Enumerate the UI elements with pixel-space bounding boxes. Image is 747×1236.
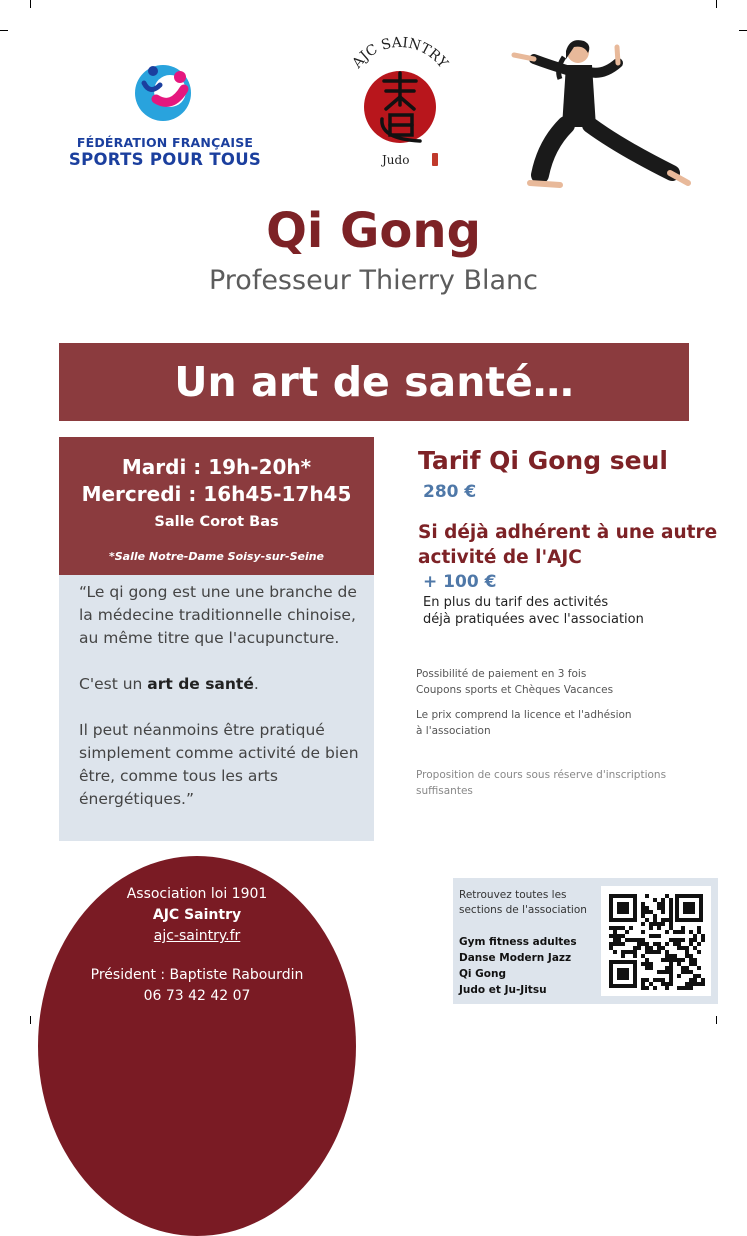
crop-mark-top-right [716,0,717,8]
quote-p2-prefix: C'est un [79,675,148,693]
ffspt-logo-line1: FÉDÉRATION FRANÇAISE [76,135,254,150]
payment-note [416,666,716,698]
sections-box [453,878,718,1004]
reserve-note-line1: Proposition de cours sous réserve d'inscriptions [416,769,667,781]
ajc-logo-arc-text: AJC SAINTRY [349,35,451,72]
reserve-note-line2: suffisantes [416,785,473,797]
payment-note-line1: Possibilité de paiement en 3 fois [416,668,587,680]
sections-intro-line1: Retrouvez toutes les [459,889,567,901]
member-note-line1: En plus du tarif des activités [423,595,609,610]
ajc-logo-seal [432,153,438,166]
association-info [38,884,356,1007]
sections-list [459,934,577,998]
tarif-price: 280 € [423,482,477,502]
quote-box [59,575,374,841]
member-tarif-note [423,594,713,628]
licence-note-line2: à l'association [416,725,491,737]
quote-p2-bold: art de santé [147,675,254,693]
reserve-note [416,767,716,799]
qr-code-icon [601,886,711,996]
quote-paragraph-1: “Le qi gong est une une branche de la médecine traditionnelle chinoise, au même titre que l'acupuncture. [79,583,357,647]
association-phone: 06 73 42 42 07 [143,988,251,1004]
ajc-saintry-logo [340,35,460,170]
schedule-venue: Salle Corot Bas [154,514,279,530]
ffspt-logo-line2: SPORTS POUR TOUS [68,150,262,169]
svg-text:AJC SAINTRY [349,35,452,72]
slogan-banner: Un art de santé… [59,343,689,421]
section-item: Danse Modern Jazz [459,952,572,964]
section-item: Gym fitness adultes [459,936,577,948]
member-tarif-title: Si déjà adhérent à une autre activité de l'AJC [418,522,718,568]
sections-intro [459,888,599,918]
licence-note-line1: Le prix comprend la licence et l'adhésion [416,709,632,721]
quote-paragraph-3: Il peut néanmoins être pratiqué simplement comme activité de bien être, comme tous les arts énergétiques.” [79,721,359,808]
schedule-footnote: *Salle Notre-Dame Soisy-sur-Seine [108,550,325,563]
ajc-judo-emblem-icon [340,35,460,155]
payment-note-line2: Coupons sports et Chèques Vacances [416,684,614,696]
schedule-wednesday: Mercredi : 16h45-17h45 [81,482,352,506]
association-type: Association loi 1901 [126,886,268,902]
schedule-box [59,437,374,575]
sections-intro-line2: sections de l'association [459,904,587,916]
association-name: AJC Saintry [152,907,242,923]
crop-mark-bottom-left [30,1016,31,1024]
licence-note [416,707,716,739]
crop-mark-top-right-h [739,30,747,31]
association-website-link[interactable]: ajc-saintry.fr [153,928,241,944]
crop-mark-top-left-h [0,30,8,31]
association-president: Président : Baptiste Rabourdin [90,967,304,983]
ffspt-logo [60,55,270,170]
ffspt-emblem-icon [60,55,270,135]
crop-mark-top-left [30,0,31,8]
quote-p2-suffix: . [253,675,259,693]
qigong-pose-figure-icon [500,35,695,195]
page-subtitle: Professeur Thierry Blanc [208,265,539,296]
crop-mark-bottom-right [716,1016,717,1024]
member-tarif-price: + 100 € [423,572,497,592]
qr-code[interactable] [601,886,711,996]
quote-paragraph-2 [79,673,369,696]
section-item: Qi Gong [459,968,507,980]
member-note-line2: déjà pratiquées avec l'association [423,612,644,627]
tarif-title: Tarif Qi Gong seul [418,446,668,475]
section-item: Judo et Ju-Jitsu [459,984,547,996]
schedule-tuesday: Mardi : 19h-20h* [121,455,312,479]
page-title: Qi Gong [266,203,481,259]
ajc-logo-judo-text: Judo [382,153,410,167]
